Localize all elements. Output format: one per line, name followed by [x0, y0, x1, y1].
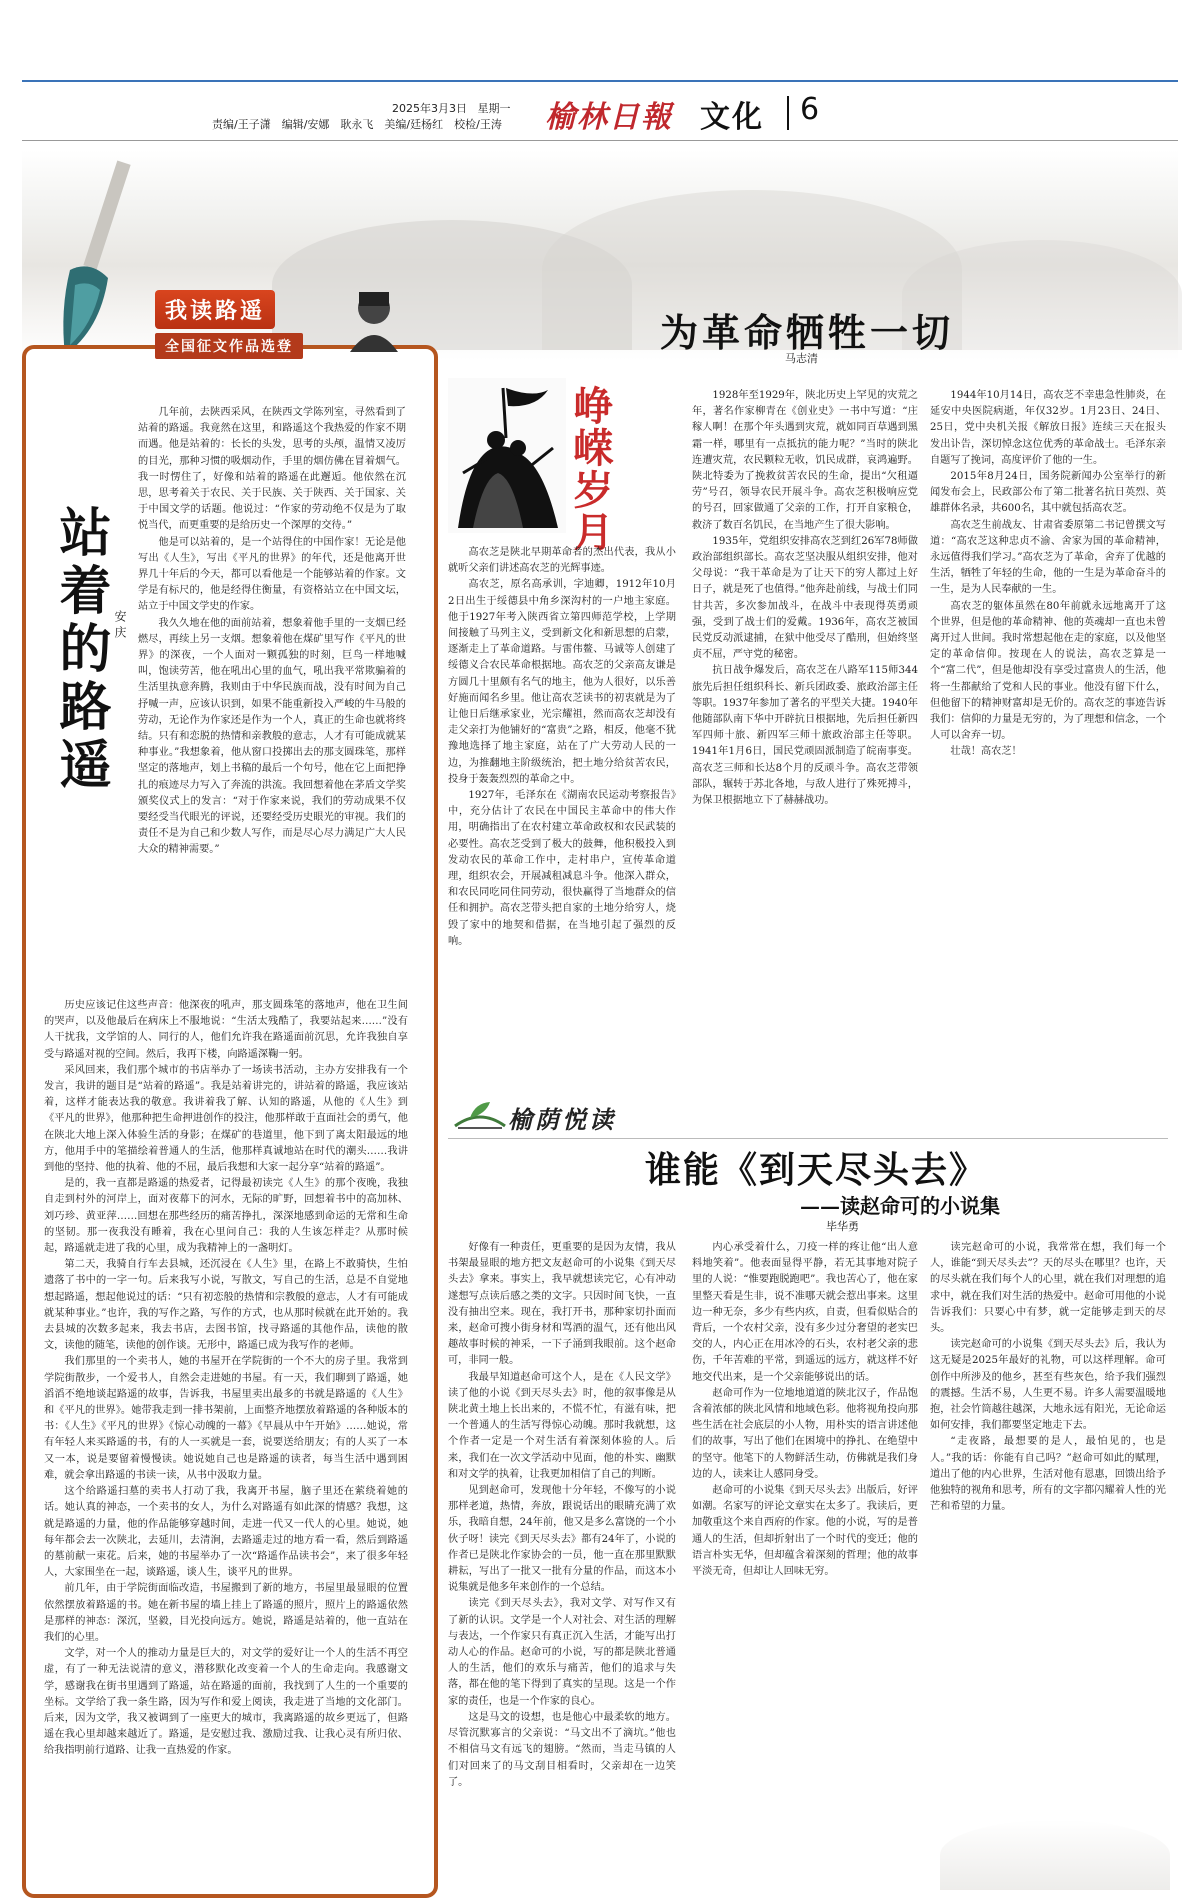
brush-icon — [30, 160, 160, 360]
paragraph: 高农芝是陕北早期革命者的杰出代表，我从小就听父亲们讲述高农芝的光辉事迹。 — [448, 547, 676, 575]
paragraph: 他是可以站着的，是一个站得住的中国作家！无论是他写出《人生》，写出《平凡的世界》的年代，还是他离开世界几十年后的今天，都可以看他是一个能够站着的作家。文学是有标尺的，他是经得住衡量，有资格站立在中国文坛，站立于中国文学史的作家。 — [138, 536, 406, 613]
essay2-title: 为革命牺牲一切 — [660, 310, 955, 355]
essay3-subtitle: ——读赵命可的小说集 — [800, 1194, 1000, 1218]
essay3-kicker: 榆荫悦读 — [508, 1105, 616, 1134]
paragraph: 2015年8月24日，国务院新闻办公室举行的新闻发布会上，民政部公布了第二批著名抗日英烈、英雄群体名录，共600名，其中就包括高农芝。 — [930, 471, 1166, 515]
paragraph: “走夜路，最想要的是人，最怕见的，也是人。”我的话：你能有自己吗？”赵命可如此的赋理，道出了他的内心世界，生活对他有恩惠，回馈出给予他独特的视角和思考，所有的文字都闪耀着人性的光芒和希望的力量。 — [930, 1436, 1166, 1513]
revolution-woodcut-icon — [448, 378, 566, 533]
paragraph: 几年前，去陕西采风，在陕西文学陈列室，寻然看到了站着的路遥。我竟然在这里，和路遥这个我热爱的作家不期而遇。他是站着的：长长的头发，思考的头颅，温情又凌厉的目光，那种习惯的吸烟动作，手里的烟仿佛在冒着烟气。我一时愣住了，好像和站着的路遥在此邂逅。他依然在沉思，思考着关于农民、关于民族、关于陕西、关于国家、关于中国文学的话题。他说过：“作家的劳动绝不仅是为了取悦当代，而更重要的是给历史一个深厚的交待。” — [138, 407, 406, 532]
header-top-rule — [22, 80, 1178, 82]
column-badge — [155, 290, 303, 359]
paragraph: 采风回来，我们那个城市的书店举办了一场读书活动，主办方安排我有一个发言，我讲的题目是“站着的路遥”。我是站着讲完的，讲站着的路遥，我应该站着，这样才能表达我的敬意。我讲着我了解、认知的路遥，从他的《人生》到《平凡的世界》，他那种把生命押进创作的投注，他那样敢于直面社会的勇气，他在陕北大地上深入体验生活的身影；在煤矿的巷道里，他下到了离太阳最远的地方，他用手中的笔描绘着普通人的生活，他那样真诚地站在时代的潮头……我讲到他的坚持、他的执着、他的不屈，最后我想和大家一起分享“站着的路遥”。 — [44, 1064, 408, 1174]
bottom-landscape-decor — [940, 1820, 1170, 1890]
paragraph: 我久久地在他的面前站着，想象着他手里的一支烟已经燃尽，再续上另一支烟。想象着他在煤矿里写作《平凡的世界》的深夜，一个人面对一颗孤独的时刻，巨鸟一样地喊叫，饱读劳苦，他在吼出心里的血气，吼出我平常欺骗着的生活里执意奔腾，我则由于中华民族而战，没有时间为自己抒喊一声，应该认识到，如果不能重新投入严峻的牛马般的劳动，无论作为作家还是作为一个人，真正的生命也就将终结。只有和恋脱的热情和亲教般的意志，人才有可能成就某种事业。”我想象着，他从窗口投掷出去的那支圆珠笔，那样坚定的落地声，划上书稿的最后一个句号，他在它上面把挣扎的痕迹尽力写入了奔流的洪流。我回想着他在茅盾文学奖颁奖仪式上的发言：“对于作家来说，我们的劳动成果不仅要经受当代眼光的评说，还要经受历史眼光的审视。我们的责任不是为自己和少数人写作，而是尽心尽力满足广大人民大众的精神需要。” — [138, 617, 406, 856]
paragraph: 这是马文的设想，也是他心中最柔软的地方。尽管沉默寡言的父亲说：“马文出不了滴坑。”他也不相信马文有远飞的翅膀。“然而，当走马镇的人们对回来了的马文刮目相看时，父亲却在一边笑了。 — [448, 1711, 676, 1788]
book-leaf-icon — [450, 1098, 510, 1132]
paragraph: 读完赵命可的小说，我常常在想，我们每一个人，谁能“到天尽头去”？天的尽头在哪里？也许，天的尽头就在我们每个人的心里，就在我们对理想的追求中，就在我们对生活的热爱中。赵命可用他的小说告诉我们：只要心中有梦，就一定能够走到天的尽头。 — [930, 1242, 1166, 1335]
newspaper-masthead: 榆林日報 — [545, 100, 673, 135]
header-bottom-rule — [22, 140, 1178, 141]
paragraph: 好像有一种责任，更重要的是因为友情，我从书架最显眼的地方把文友赵命可的小说集《到天尽头去》拿来。事实上，我早就想读完它，心有冲动遂想写点读后感之类的文字。只因时间飞快，一直没有抽出空来。现在，我打开书，那种家切扑面而来，赵命可搜小街身材和骂酒的温气，还有他出风趣故事时候的神采，一下子涌到我眼前。这个赵命可，非同一般。 — [448, 1242, 676, 1367]
paragraph: 前几年，由于学院街面临改造，书屋搬到了新的地方，书屋里最显眼的位置依然摆放着路遥的书。她在新书屋的墙上挂上了路遥的照片，照片上的路遥依然是那样的神态：深沉，坚毅，目光投向远方。她说，路遥是站着的，他一直站在我们的心里。 — [44, 1583, 408, 1643]
column-badge-title: 我读路遥 — [155, 290, 275, 329]
essay2-col2 — [692, 388, 918, 1050]
section-title: 文化 — [700, 100, 764, 135]
paragraph: 文学，对一个人的推动力量是巨大的，对文学的爱好让一个人的生活不再空虚，有了一种无法说清的意义，潜移默化改变着一个人的生命走向。我感谢文学，感谢我在街书里遇到了路遥，站在路遥的面前，我找到了人生的一个重要的坐标。文学给了我一条生路，因为写作和爱上阅读，我走进了当地的文化部门。后来，因为文学，我又被调到了一座更大的城市，我离路遥的故乡更远了，但路遥在我心里却越来越近了。路遥，是安慰过我、激励过我、让我心灵有所归依、给我指明前行道路、让我一直热爱的作家。 — [44, 1648, 408, 1757]
paragraph: 抗日战争爆发后，高农芝在八路军115师344旅先后担任组织科长、新兵团政委、旅政治部主任等职。1937年参加了著名的平型关大捷。1940年他随部队南下华中开辟抗日根据地，先后担任新四军四师十旅、新四军三师十旅政治部主任等职。1941年1月6日，国民党顽固派制造了皖南事变。高农芝三师和长达8个月的反顽斗争。高农芝带领部队，辗转于苏北各地，与敌人进行了殊死搏斗，为保卫根据地立下了赫赫战功。 — [692, 665, 918, 807]
essay1-author: 安庆 — [113, 610, 127, 642]
paragraph: 历史应该记住这些声音：他深夜的吼声，那支圆珠笔的落地声，他在卫生间的哭声，以及他最后在病床上不服地说：“生活太残酷了，我要站起来……”没有人干扰我，文学馆的人、同行的人，他们允许我在路遥面前沉思，允许我独自享受与路遥对视的空间。然后，我再下楼，向路遥深鞠一躬。 — [44, 1000, 408, 1060]
column-badge-subtitle: 全国征文作品选登 — [155, 333, 303, 359]
paragraph: 我们那里的一个卖书人，她的书屋开在学院街的一个不大的房子里。我常到学院街散步，一个爱书人，自然会走进她的书屋。有一天，我们聊到了路遥，她滔滔不绝地谈起路遥的故事，告诉我，书屋里卖出最多的书就是路遥的《人生》和《平凡的世界》。她带我走到一排书架前，上面整齐地摆放着路遥的各种版本的书：《人生》《平凡的世界》《惊心动魄的一幕》《早晨从中午开始》……她说，常有年轻人来买路遥的书，有的人一买就是一套，说要送给朋友；有的人买了一本又一本，说是要留着慢慢读。她说她自己也是路遥的读者，每当生活中遇到困难，就会拿出路遥的书读一读，从书中汲取力量。 — [44, 1356, 408, 1481]
paragraph: 1935年，党组织安排高农芝到红26军78师做政治部组织部长。高农芝坚决服从组织安排，他对父母说：“我干革命是为了让天下的穷人都过上好日子，就是死了也值得。”他奔赴前线，与战士们同甘共苦，多次参加战斗，在战斗中表现得英勇顽强，受到了战士们的爱戴。1936年，高农芝被国民党反动派逮捕，在狱中他受尽了酷刑，但始终坚贞不屈，严守党的秘密。 — [692, 535, 918, 661]
paragraph: 见到赵命可，发现他十分年轻，不像写的小说那样老道，热情，奔放，跟说话出的眼睛充满了欢乐，我暗自想，24年前，他又是多么富饶的一个小伙子呀！读完《到天尽头去》都有24年了，小说的作者已是陕北作家协会的一员，他一直在那里默默耕耘，写出了一批又一批有分量的作品，而这本小说集就是他多年来创作的一个总结。 — [448, 1485, 676, 1594]
essay1-body-top — [138, 405, 406, 995]
essay2-author: 马志清 — [785, 352, 818, 365]
weekday-text: 星期一 — [477, 102, 511, 115]
paragraph: 我最早知道赵命可这个人，是在《人民文学》读了他的小说《到天尽头去》时，他的叙事像是从陕北黄土地上长出来的，不慌不忙，有滋有味，把一个普通人的生活写得惊心动魄。那时我就想，这个作者一定是一个对生活有着深刻体验的人。后来，我们在一次文学活动中见面，他的朴实、幽默和对文学的执着，让我更加相信了自己的判断。 — [448, 1371, 676, 1480]
essay3-top-rule — [448, 1138, 1168, 1139]
essay3-author: 毕华勇 — [826, 1220, 859, 1233]
paragraph: 高农芝生前战友、甘肃省委原第二书记曾撰文写道：“高农芝这种忠贞不渝、舍家为国的革命精神，永远值得我们学习。”高农芝为了革命，舍弃了优越的生活，牺牲了年轻的生命，他的一生是为革命奋斗的一生，是为人民奉献的一生。 — [930, 519, 1166, 596]
paragraph: 赵命可作为一位地地道道的陕北汉子，作品饱含着浓郁的陕北风情和地域色彩。他将视角投向那些生活在社会底层的小人物，用朴实的语言讲述他们的故事，写出了他们在困境中的挣扎、在绝望中的坚守。他笔下的人物鲜活生动，仿佛就是我们身边的人，读来让人感同身受。 — [692, 1387, 918, 1480]
paragraph: 1928年至1929年，陕北历史上罕见的灾荒之年，著名作家柳青在《创业史》一书中写道：“庄稼人啊！在那个年头遇到灾荒，就如同百草遇到黑霜一样，哪里有一点抵抗的能力呢？”当时的陕北连遭灾荒，农民颗粒无收，饥民成群，哀鸿遍野。陕北特委为了挽救贫苦农民的生命，提出“欠租逼劳”号召，领导农民开展斗争。高农芝积极响应党的号召，回家做通了父亲的工作，打开自家粮仓，救济了数百名饥民，在当地产生了很大影响。 — [692, 390, 918, 531]
paragraph: 读完《到天尽头去》，我对文学、对写作又有了新的认识。文学是一个人对社会、对生活的理解与表达，一个作家只有真正沉入生活，才能写出打动人心的作品。赵命可的小说，写的都是陕北普通人的生活，他们的欢乐与痛苦，他们的追求与失落，都在他的笔下得到了真实的呈现。这是一个作家的责任，也是一个作家的良心。 — [448, 1598, 676, 1707]
paragraph: 高农芝的躯体虽然在80年前就永远地离开了这个世界，但是他的革命精神、他的英魂却一直也未曾离开过人世间。我时常想起他在走的家庭，以及他坚定的革命信仰。按现在人的说法，高农芝算是一个“富二代”，但是他却没有享受过富贵人的生活，他将一生都献给了党和人民的事业。他没有留下什么，但他留下的精神财富却是无价的。高农芝的事迹告诉我们：信仰的力量是无穷的，为了理想和信念，一个人可以舍弃一切。 — [930, 600, 1166, 742]
editor-credits: 责编/王子潇 编辑/安娜 耿永飞 美编/廷杨红 校检/王涛 — [212, 118, 502, 131]
essay2-col1 — [448, 545, 676, 1050]
paragraph: 壮哉！高农芝！ — [950, 746, 1022, 758]
author-portrait-icon — [345, 282, 403, 352]
essay2-column-badge: 峥嵘岁月 — [567, 385, 614, 553]
woodcut-illustration — [448, 378, 566, 533]
paragraph: 第二天，我骑自行车去县城，还沉浸在《人生》里，在路上不敢骑快，生怕遗落了书中的一字一句。后来我写小说，写散文，写自己的生活，总是不自觉地想起路遥，想起他说过的话：“只有初恋般的热情和宗教般的意志，人才有可能成就某种事业。”也许，我的写作之路，写作的方式，也从那时候就在此开始的。我去县城的次数多起来，我去书店，去图书馆，找寻路遥的其他作品，读他的散文，读他的随笔，读他的创作谈。无形中，路遥已成为我写作的老师。 — [44, 1259, 408, 1352]
essay3-col3 — [930, 1240, 1166, 1880]
header-divider — [787, 96, 789, 130]
paragraph: 这个给路遥扫墓的卖书人打动了我，我离开书屋，脑子里还在萦绕着她的话。她认真的神态，一个卖书的女人，为什么对路遥有如此深的情感？我想，这就是路遥的力量，他的作品能够穿越时间，走进一代又一代人的心里。她说，她每年都会去一次陕北，去延川，去清涧，去路遥走过的地方看一看，然后到路遥的墓前献一束花。后来，她的书屋举办了一次“路遥作品读书会”，来了很多年轻人，大家围坐在一起，谈路遥，谈人生，谈平凡的世界。 — [44, 1486, 408, 1579]
essay3-col1 — [448, 1240, 676, 1880]
issue-date — [392, 100, 511, 116]
paragraph: 1944年10月14日，高农芝不幸患急性肺炎，在延安中央医院病逝，年仅32岁。1月23日、24日、25日，党中央机关报《解放日报》连续三天在报头发出讣告，深切悼念这位优秀的革命战士。毛泽东亲自题写了挽词，高度评价了他的一生。 — [930, 390, 1166, 466]
paragraph: 赵命可的小说集《到天尽头去》出版后，好评如潮。名家写的评论文章实在太多了。我读后，更加敬重这个来自西府的作家。他的小说，写的是普通人的生活，但却折射出了一个时代的变迁；他的语言朴实无华，但却蕴含着深刻的哲理；他的故事平淡无奇，但却让人回味无穷。 — [692, 1485, 918, 1578]
paragraph: 是的，我一直都是路遥的热爱者，记得最初读完《人生》的那个夜晚，我独自走到村外的河岸上，面对夜幕下的河水，无际的旷野，回想着书中的高加林、刘巧珍、黄亚萍……回想在那些经历的痛苦挣扎，深深地感到命运的无常和生命的坚韧。那一夜我没有睡着，我在心里问自己：我的人生该怎样走？从那时候起，路遥就走进了我的心里，成为我精神上的一盏明灯。 — [44, 1178, 408, 1255]
paragraph: 读完赵命可的小说集《到天尽头去》后，我认为这无疑是2025年最好的礼物，可以这样理解。命可创作中所涉及的他乡，甚至有些灰色，给予我们强烈的震撼。生活不易，人生更不易。许多人需要温暖地抱，社会竹筒越往越深，大地永远有阳光，无论命运如何安排，我们都要坚定地走下去。 — [930, 1339, 1166, 1432]
essay1-title: 站着的路遥 — [50, 505, 111, 795]
paragraph: 高农芝，原名高承训，字迪卿，1912年10月2日出生于绥德县中角乡深沟村的一户地主家庭。他于1927年考入陕西省立第四师范学校，上学期间接触了马列主义，受到新文化和新思想的启蒙，逐渐走上了革命道路。与雷伟鳌、马诚等人创建了绥德义合农民革命根据地。高农芝的父亲高友谦是方圆几十里颇有名气的地主，他为人很好，以乐善好施而闻名乡里。他让高农芝读书的初衷就是为了让他日后继承家业，光宗耀祖，然而高农芝却没有走父亲打为他铺好的“富贵”之路，相反，他毫不犹豫地选择了地主家庭，站在了广大劳动人民的一边，为推翻地主阶级统治，把土地分给贫苦农民，投身于轰轰烈烈的革命之中。 — [448, 579, 676, 785]
paragraph: 1927年，毛泽东在《湖南农民运动考察报告》中，充分估计了农民在中国民主革命中的伟大作用，明确指出了在农村建立革命政权和农民武装的必要性。高农芝受到了极大的鼓舞，他积极投入到发动农民的革命工作中，走村串户，宣传革命道理，组织农会，开展减租减息斗争。他深入群众，和农民同吃同住同劳动，很快赢得了当地群众的信任和拥护。高农芝带头把自家的土地分给穷人，烧毁了家中的地契和借据，在当地引起了强烈的反响。 — [448, 790, 676, 947]
essay1-body-bottom — [44, 998, 408, 1868]
essay3-title: 谁能《到天尽头去》 — [645, 1149, 988, 1191]
date-text: 2025年3月3日 — [392, 102, 467, 115]
page-number: 6 — [800, 92, 820, 127]
essay2-col3 — [930, 388, 1166, 1050]
paragraph: 内心承受着什么，刀疫一样的疼让他“出人意料地笑着”。他表面显得平静，若无其事地对院子里的人说：“惟要跑脱跑吧”。我也苦心了，他在家里整天看是生非，说不准哪天就会惹出事来。这里边一种无奈，多少有些内疚，自责，但看似贴合的背后，一个农村父亲，没有多少过分奢望的老实巴交的人，内心正在用冰冷的石头，农村老父亲的悲伤，千年苦难的平常，到遥远的远方，就这样不好地交代出来，是一个父亲能够说出的话。 — [692, 1242, 918, 1383]
essay3-col2 — [692, 1240, 918, 1880]
